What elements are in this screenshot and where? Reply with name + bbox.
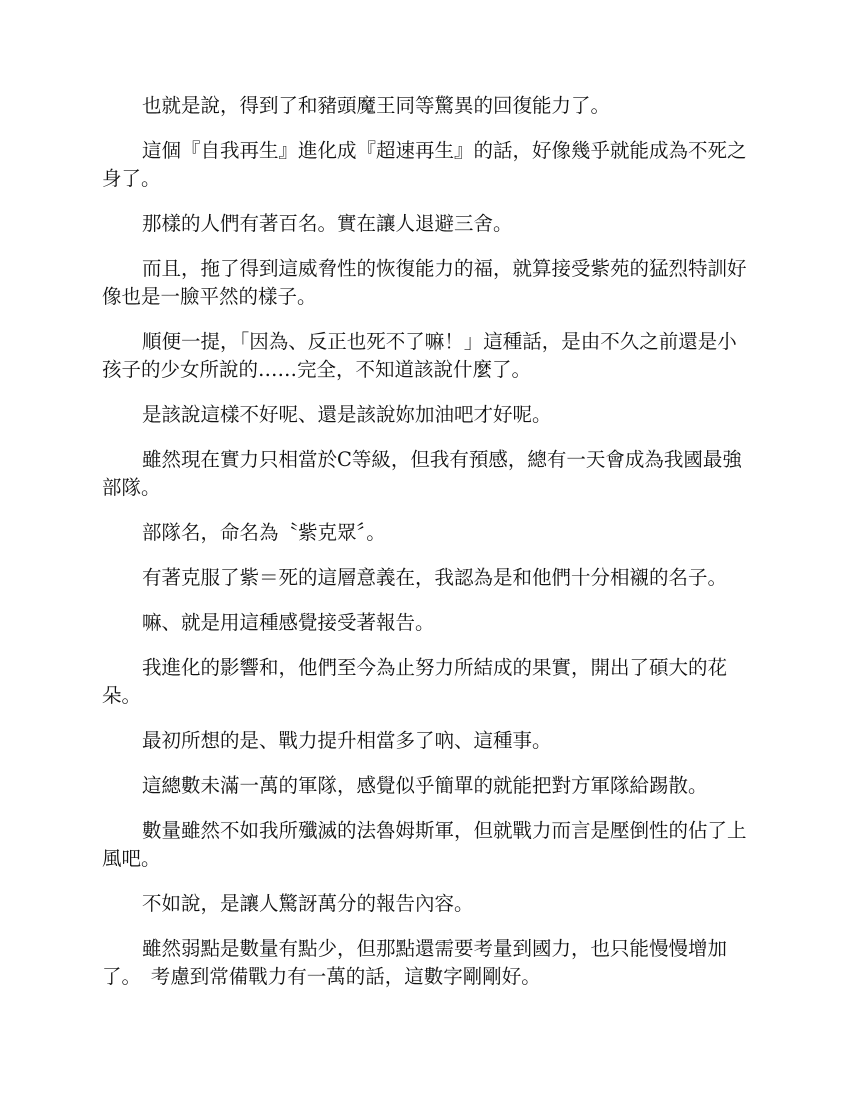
paragraph: 我進化的影響和，他們至今為止努力所結成的果實，開出了碩大的花朵。 [102, 656, 728, 707]
paragraph: 不如說，是讓人驚訝萬分的報告內容。 [142, 892, 474, 915]
paragraph: 部隊名，命名為〝紫克眾〞。 [142, 521, 386, 544]
paragraph: 最初所想的是、戰力提升相當多了吶、這種事。 [142, 729, 552, 752]
paragraph: 數量雖然不如我所殲滅的法魯姆斯軍，但就戰力而言是壓倒性的佔了上風吧。 [102, 819, 747, 870]
paragraph: 那樣的人們有著百名。實在讓人退避三舍。 [142, 212, 513, 235]
document-body [102, 92, 752, 1008]
paragraph: 而且，拖了得到這威脅性的恢復能力的福，就算接受紫苑的猛烈特訓好像也是一臉平然的樣子。 [102, 257, 747, 308]
paragraph: 雖然弱點是數量有點少，但那點還需要考量到國力，也只能慢慢增加了。 考慮到常備戰力有一萬的話，這數字剛剛好。 [102, 937, 728, 988]
paragraph: 是該說這樣不好呢、還是該說妳加油吧才好呢。 [142, 403, 552, 426]
paragraph: 也就是說，得到了和豬頭魔王同等驚異的回復能力了。 [142, 94, 611, 117]
paragraph: 順便一提，「因為、反正也死不了嘛！」這種話，是由不久之前還是小孩子的少女所說的……完全，不知道該說什麼了。 [102, 330, 737, 381]
paragraph: 有著克服了紫＝死的這層意義在，我認為是和他們十分相襯的名子。 [142, 566, 728, 589]
paragraph: 雖然現在實力只相當於C等級，但我有預感，總有一天會成為我國最強部隊。 [102, 448, 742, 499]
paragraph: 這總數未滿一萬的軍隊，感覺似乎簡單的就能把對方軍隊給踢散。 [142, 774, 708, 797]
paragraph: 嘛、就是用這種感覺接受著報告。 [142, 611, 435, 634]
paragraph: 這個『自我再生』進化成『超速再生』的話，好像幾乎就能成為不死之身了。 [102, 139, 747, 190]
